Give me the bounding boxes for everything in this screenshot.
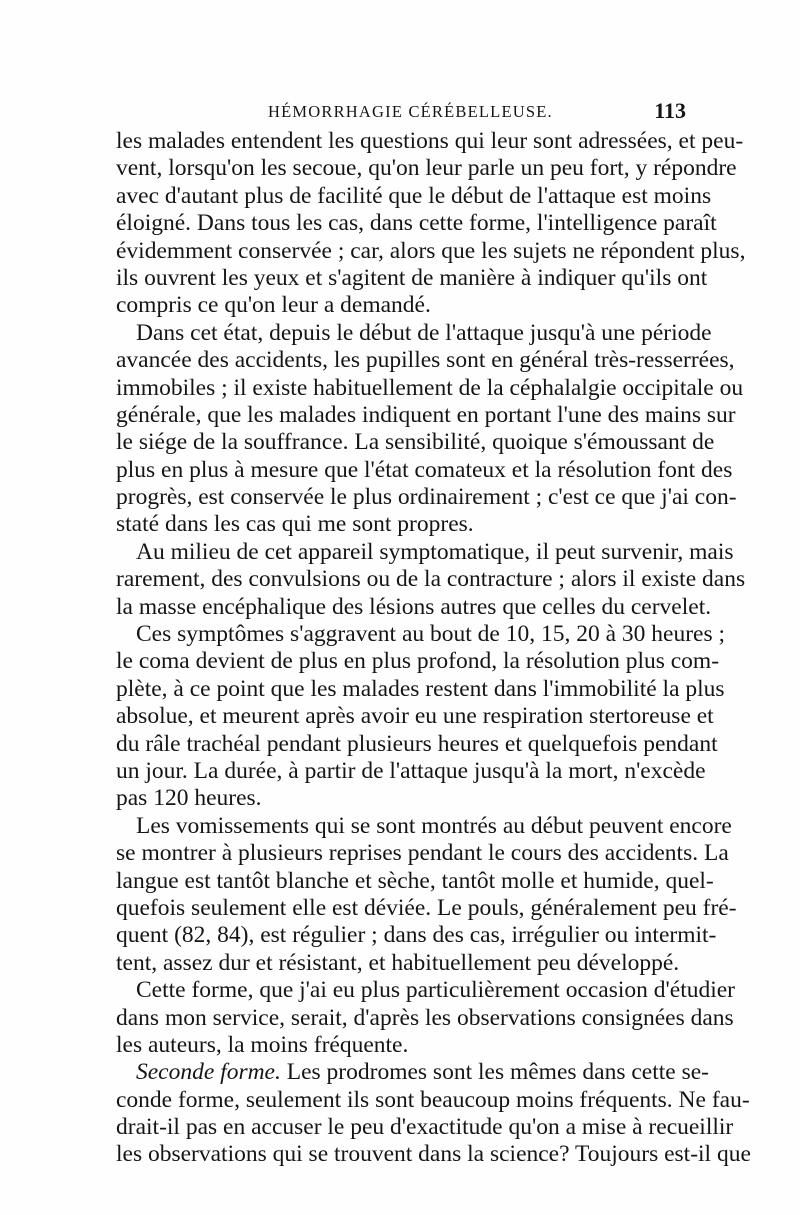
- text-line: compris ce qu'on leur a demandé.: [116, 292, 431, 319]
- text-line: le coma devient de plus en plus profond, la résolution plus com-: [116, 648, 720, 675]
- paragraph: [116, 128, 746, 320]
- paragraph: [116, 319, 744, 539]
- text-line: rarement, des convulsions ou de la contracture ; alors il existe dans: [116, 566, 746, 593]
- text-line: Les vomissements qui se sont montrés au début peuvent encore: [136, 812, 732, 839]
- body-text: [116, 128, 751, 1169]
- text-line: les observations qui se trouvent dans la science? Toujours est-il que: [116, 1141, 751, 1168]
- text-line: avec d'autant plus de facilité que le début de l'attaque est moins: [116, 182, 712, 209]
- text-line: drait-il pas en accuser le peu d'exactitude qu'on a mise à recueillir: [116, 1114, 734, 1141]
- text-line: générale, que les malades indiquent en portant l'une des mains sur: [116, 401, 736, 428]
- text-line: un jour. La durée, à partir de l'attaque jusqu'à la mort, n'excède: [116, 757, 706, 784]
- text-line: vent, lorsqu'on les secoue, qu'on leur parle un peu fort, y répondre: [116, 155, 737, 182]
- paragraph: [116, 977, 736, 1059]
- text-line: dans mon service, serait, d'après les observations consignées dans: [116, 1004, 734, 1031]
- text-line: Au milieu de cet appareil symptomatique, il peut survenir, mais: [136, 538, 734, 565]
- text-line: le siége de la souffrance. La sensibilité, quoique s'émoussant de: [116, 429, 715, 456]
- text-line: les malades entendent les questions qui leur sont adressées, et peu-: [116, 128, 744, 154]
- text-line: staté dans les cas qui me sont propres.: [116, 511, 474, 538]
- section-heading-italic: Seconde forme.: [136, 1059, 281, 1086]
- text-line: se montrer à plusieurs reprises pendant le cours des accidents. La: [116, 840, 729, 867]
- text-line: avancée des accidents, les pupilles sont en général très-resserrées,: [116, 347, 735, 374]
- text-line: éloigné. Dans tous les cas, dans cette forme, l'intelligence paraît: [116, 210, 717, 237]
- text-span: Les prodromes sont les mêmes dans cette se-: [286, 1059, 709, 1086]
- text-line: immobiles ; il existe habituellement de la céphalalgie occipitale ou: [116, 374, 744, 401]
- text-line: absolue, et meurent après avoir eu une respiration stertoreuse et: [116, 703, 714, 730]
- text-line: ils ouvrent les yeux et s'agitent de manière à indiquer qu'ils ont: [116, 264, 708, 291]
- page-header: [116, 98, 686, 128]
- paragraph: [116, 812, 737, 977]
- text-line: langue est tantôt blanche et sèche, tantôt molle et humide, quel-: [116, 867, 714, 894]
- text-line: la masse encéphalique des lésions autres que celles du cervelet.: [116, 593, 712, 620]
- text-line: Dans cet état, depuis le début de l'attaque jusqu'à une période: [136, 319, 712, 346]
- paragraph: [116, 621, 726, 813]
- text-line: conde forme, seulement ils sont beaucoup moins fréquents. Ne fau-: [116, 1086, 750, 1113]
- text-line: quent (82, 84), est régulier ; dans des cas, irrégulier ou intermit-: [116, 922, 717, 949]
- text-line: Cette forme, que j'ai eu plus particulièrement occasion d'étudier: [136, 977, 736, 1004]
- text-line: [116, 1059, 709, 1086]
- paragraph: [116, 1059, 751, 1169]
- text-line: du râle trachéal pendant plusieurs heures et quelquefois pendant: [116, 730, 718, 757]
- page-number: 113: [654, 98, 686, 123]
- running-head: HÉMORRHAGIE CÉRÉBELLEUSE.: [268, 102, 553, 121]
- text-line: progrès, est conservée le plus ordinairement ; c'est ce que j'ai con-: [116, 484, 737, 511]
- paragraph: [116, 538, 746, 621]
- text-line: tent, assez dur et résistant, et habituellement peu développé.: [116, 949, 680, 976]
- text-line: les auteurs, la moins fréquente.: [116, 1031, 409, 1058]
- text-line: plus en plus à mesure que l'état comateux et la résolution font des: [116, 456, 733, 483]
- text-line: évidemment conservée ; car, alors que les sujets ne répondent plus,: [116, 237, 746, 264]
- text-line: plète, à ce point que les malades restent dans l'immobilité la plus: [116, 675, 725, 702]
- text-line: pas 120 heures.: [116, 785, 262, 812]
- text-line: Ces symptômes s'aggravent au bout de 10, 15, 20 à 30 heures ;: [136, 621, 726, 648]
- text-line: quefois seulement elle est déviée. Le pouls, généralement peu fré-: [116, 894, 737, 921]
